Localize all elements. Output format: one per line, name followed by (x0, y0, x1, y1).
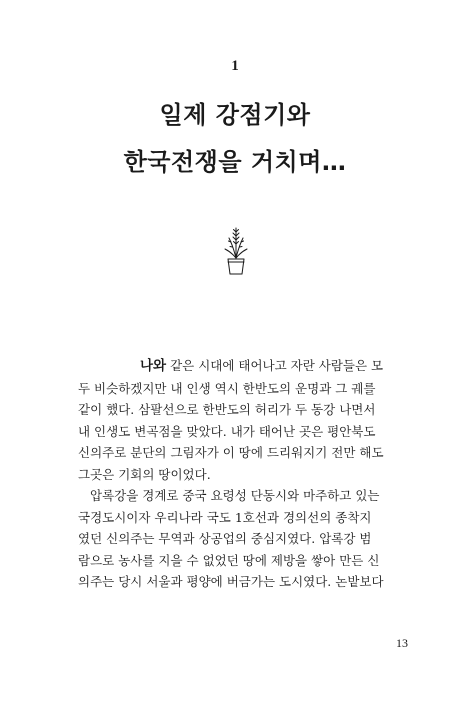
chapter-title-line-1: 일제 강점기와 (159, 101, 311, 129)
text-line: 그곳은 기회의 땅이었다. (78, 466, 211, 482)
body-text (78, 355, 390, 593)
chapter-title-line-2: 한국전쟁을 거치며… (123, 148, 347, 176)
page-number: 13 (396, 636, 408, 650)
text-line: 내 인생도 변곡점을 맞았다. 내가 태어난 곳은 평안북도 (78, 423, 376, 439)
text-line: 국경도시이자 우리나라 국도 1호선과 경의선의 종착지 (78, 509, 372, 525)
potted-plant-icon (222, 222, 250, 278)
text-line: 같이 했다. 삼팔선으로 한반도의 허리가 두 동강 나면서 (78, 402, 376, 417)
text-line: 람으로 농사를 지을 수 없었던 땅에 제방을 쌓아 만든 신 (78, 552, 380, 568)
text-line: 신의주로 분단의 그림자가 이 땅에 드리워지기 전만 해도 (78, 445, 384, 460)
paragraph-2 (78, 485, 390, 593)
text-line: 압록강을 경계로 중국 요령성 단동시와 마주하고 있는 (90, 488, 380, 503)
text-line: 의주는 당시 서울과 평양에 버금가는 도시였다. 논밭보다 (78, 574, 384, 589)
paragraph-1 (78, 355, 390, 485)
text-line: 두 비슷하겠지만 내 인생 역시 한반도의 운명과 그 궤를 (78, 380, 376, 396)
lead-word: 나와 (140, 358, 167, 374)
chapter-number: 1 (231, 58, 239, 74)
text-line-content: 같은 시대에 태어나고 자란 사람들은 모 (166, 358, 384, 373)
text-line: 였던 신의주는 무역과 상공업의 중심지였다. 압록강 범 (78, 531, 372, 546)
text-line (78, 355, 390, 378)
